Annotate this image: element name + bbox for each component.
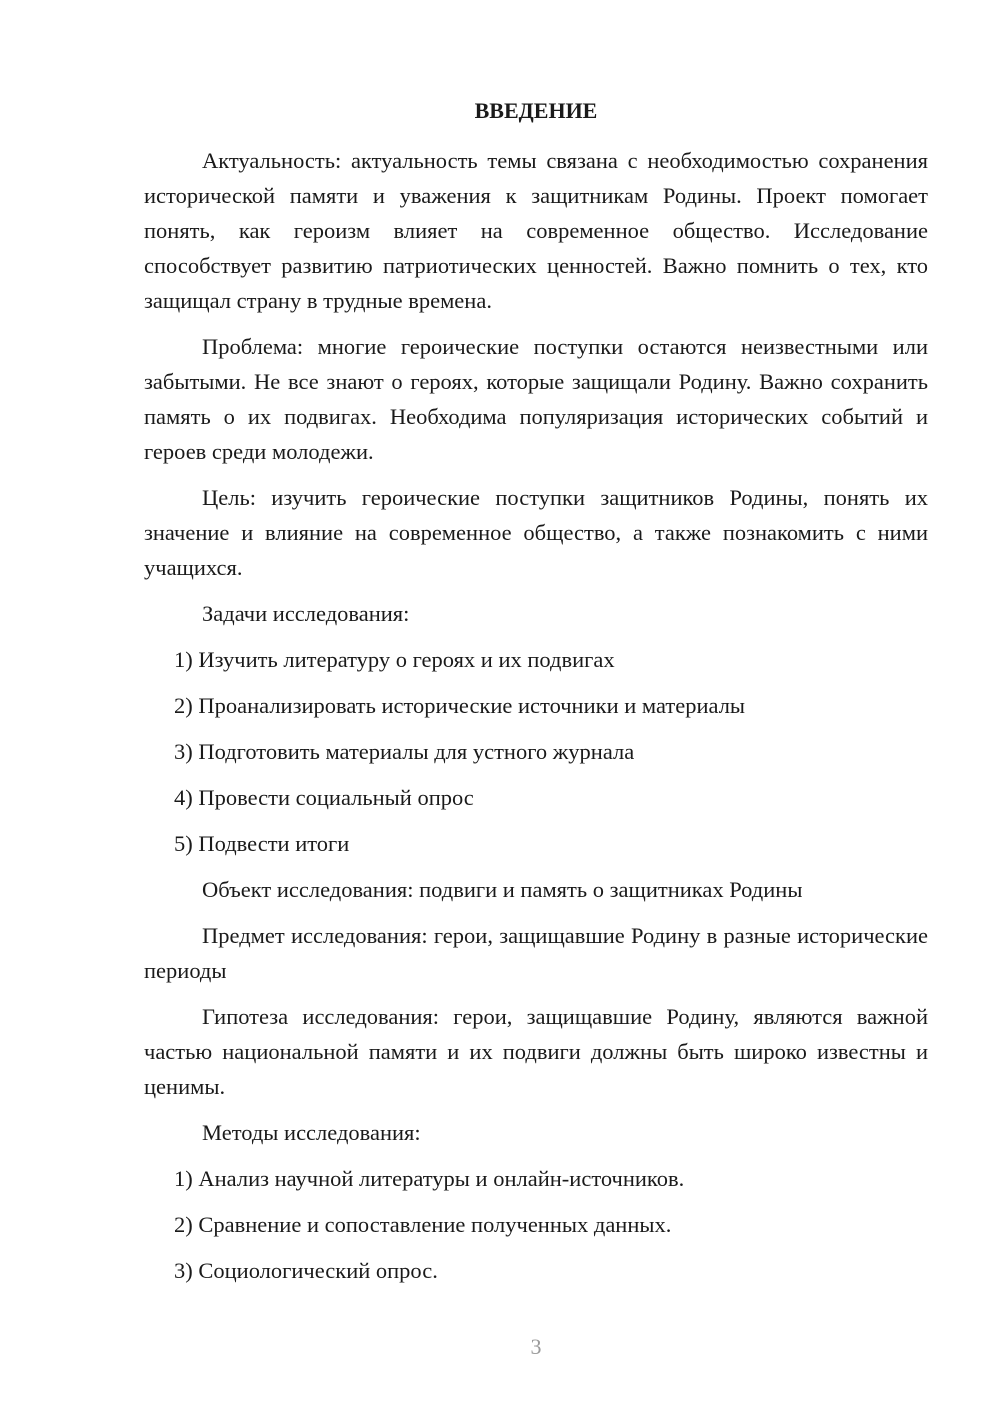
task-item: 4) Провести социальный опрос: [174, 785, 474, 810]
task-item: 5) Подвести итоги: [174, 831, 350, 856]
method-item: 2) Сравнение и сопоставление полученных данных.: [174, 1212, 672, 1237]
methods-heading: Методы исследования:: [202, 1120, 421, 1145]
object-paragraph: Объект исследования: подвиги и память о защитниках Родины: [202, 877, 803, 902]
problem-paragraph: Проблема: многие героические поступки остаются неизвестными или забытыми. Не все знают о героях, которые защищали Родину. Важно сохранить память о их подвигах. Необходима популяризация исторических событий и героев среди молодежи.: [144, 334, 928, 464]
task-item: 3) Подготовить материалы для устного журнала: [174, 739, 635, 764]
task-item: 2) Проанализировать исторические источники и материалы: [174, 693, 746, 718]
method-item: 3) Социологический опрос.: [174, 1258, 438, 1283]
hypothesis-paragraph: Гипотеза исследования: герои, защищавшие Родину, являются важной частью национальной памяти и их подвиги должны быть широко известны и ценимы.: [144, 1004, 928, 1099]
task-item: 1) Изучить литературу о героях и их подвигах: [174, 647, 615, 672]
section-title: ВВЕДЕНИЕ: [474, 98, 598, 123]
tasks-heading: Задачи исследования:: [202, 601, 410, 626]
page-content: [144, 94, 928, 1299]
page-number: 3: [530, 1334, 542, 1359]
method-item: 1) Анализ научной литературы и онлайн-источников.: [174, 1166, 685, 1191]
relevance-paragraph: Актуальность: актуальность темы связана с необходимостью сохранения исторической памяти и уважения к защитникам Родины. Проект помогает понять, как героизм влияет на современное общество. Исследование способствует развитию патриотических ценностей. Важно помнить о тех, кто защищал страну в трудные времена.: [144, 148, 928, 313]
goal-paragraph: Цель: изучить героические поступки защитников Родины, понять их значение и влияние на современное общество, а также познакомить с ними учащихся.: [144, 485, 928, 580]
subject-paragraph: Предмет исследования: герои, защищавшие Родину в разные исторические периоды: [144, 923, 928, 983]
